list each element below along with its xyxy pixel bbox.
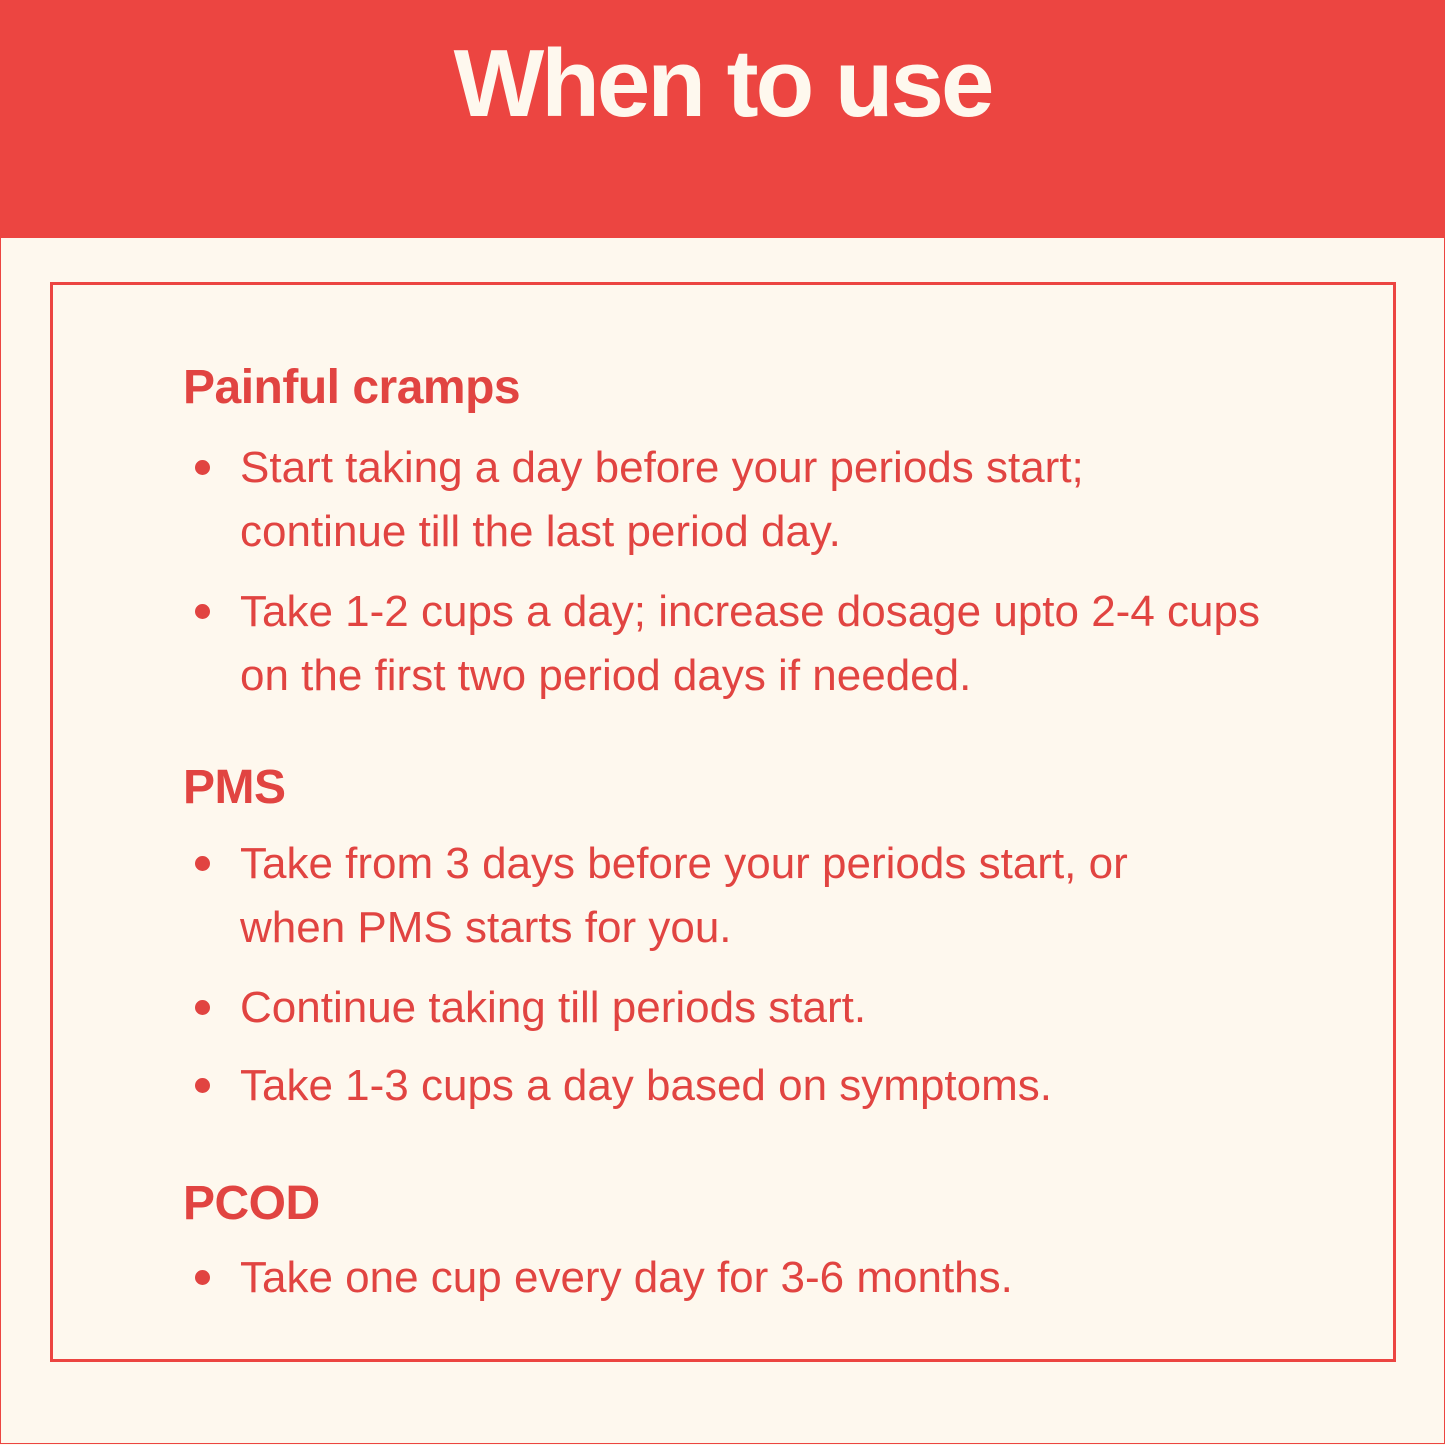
header-banner bbox=[0, 0, 1445, 238]
list-item bbox=[183, 1253, 1313, 1310]
section-heading-pcod: PCOD bbox=[183, 1177, 320, 1230]
list-item bbox=[183, 983, 1313, 1040]
list-item bbox=[183, 443, 1313, 564]
bullet-icon bbox=[195, 604, 210, 619]
bullet-icon bbox=[195, 460, 210, 475]
section-heading-pms: PMS bbox=[183, 761, 286, 814]
bullet-icon bbox=[195, 1000, 210, 1015]
list-item-text: Take from 3 days before your periods start, or when PMS starts for you. bbox=[240, 839, 1128, 952]
bullet-icon bbox=[195, 1270, 210, 1285]
list-item-text: Take one cup every day for 3-6 months. bbox=[240, 1253, 1013, 1302]
section-heading-painful-cramps: Painful cramps bbox=[183, 361, 521, 414]
list-item-text: Take 1-2 cups a day; increase dosage upto 2-4 cups on the first two period days if needed. bbox=[240, 587, 1260, 700]
list-item bbox=[183, 587, 1313, 708]
list-item-text: Start taking a day before your periods start; continue till the last period day. bbox=[240, 443, 1084, 556]
bullet-icon bbox=[195, 856, 210, 871]
list-item bbox=[183, 839, 1313, 960]
bullet-icon bbox=[195, 1078, 210, 1093]
list-item bbox=[183, 1061, 1313, 1118]
list-item-text: Take 1-3 cups a day based on symptoms. bbox=[240, 1061, 1052, 1110]
list-item-text: Continue taking till periods start. bbox=[240, 983, 867, 1032]
page-title: When to use bbox=[453, 29, 992, 137]
